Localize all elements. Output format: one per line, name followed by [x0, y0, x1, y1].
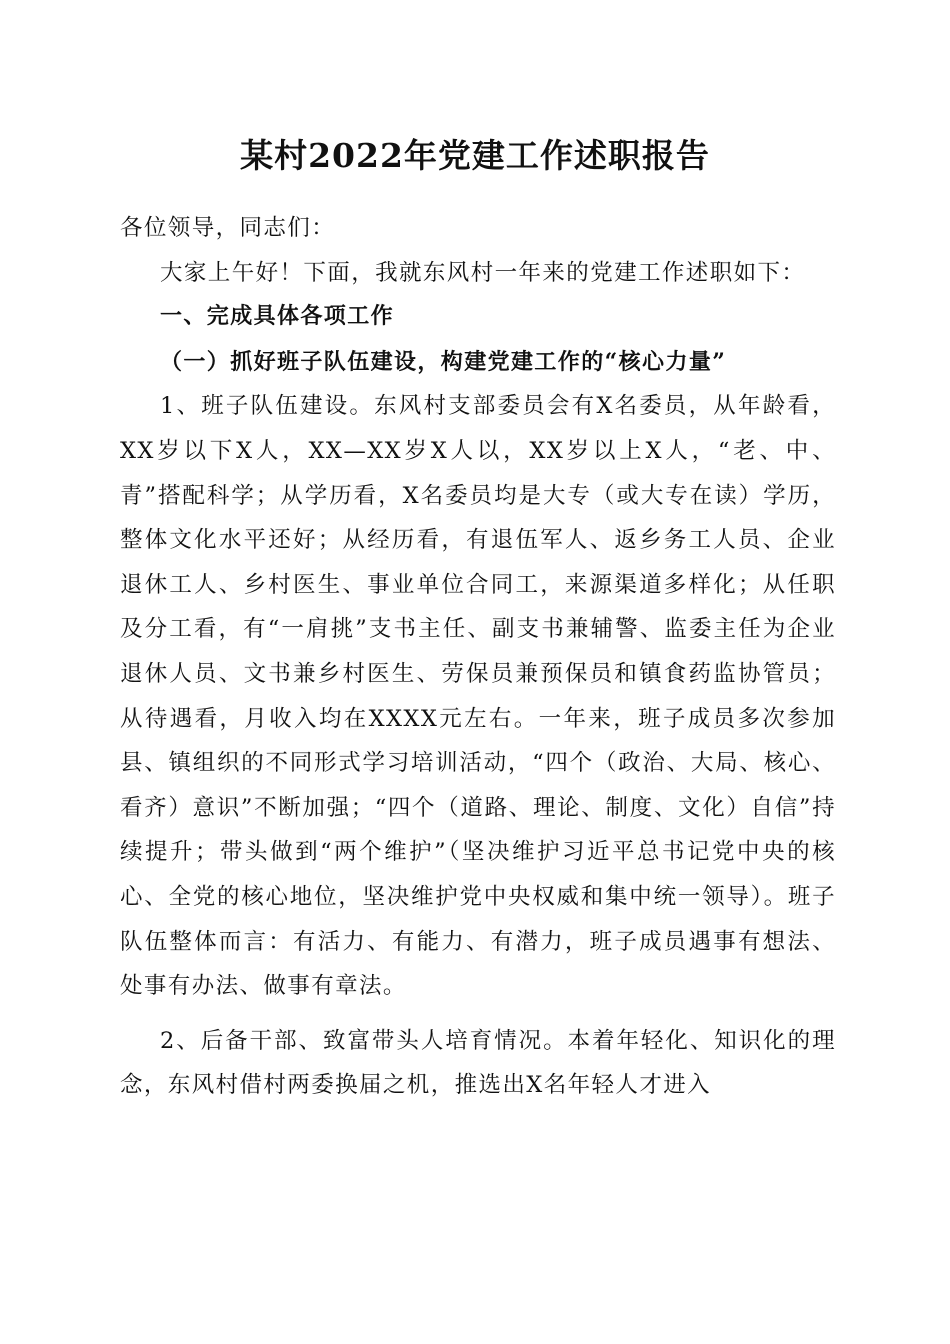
- section-heading-1: 一、完成具体各项工作: [160, 304, 395, 330]
- paragraph-1: 1、班子队伍建设。东风村支部委员会有X名委员，从年龄看，XX岁以下X人，XX—XX岁X人以，XX岁以上X人，“老、中、青”搭配科学；从学历看，X名委员均是大专（或大专在读）学历，整体文化水平还好；从经历看，有退伍军人、返乡务工人员、企业退休工人、乡村医生、事业单位合同工，来源渠道多样化；从任职及分工看，有“一肩挑”支书主任、副支书兼辅警、监委主任为企业退休人员、文书兼乡村医生、劳保员兼预保员和镇食药监协管员；从待遇看，月收入均在XXXX元左右。一年来，班子成员多次参加县、镇组织的不同形式学习培训活动，“四个（政治、大局、核心、看齐）意识”不断加强；“四个（道路、理论、制度、文化）自信”持续提升；带头做到“两个维护”（坚决维护习近平总书记党中央的核心、全党的核心地位，坚决维护党中央权威和集中统一领导）。班子队伍整体而言：有活力、有能力、有潜力，班子成员遇事有想法、处事有办法、做事有章法。: [120, 393, 836, 1000]
- salutation: 各位领导，同志们：: [120, 215, 336, 241]
- opening-paragraph: 大家上午好！下面，我就东风村一年来的党建工作述职如下：: [160, 259, 806, 286]
- document-body: [120, 206, 836, 1108]
- subsection-heading-1: （一）抓好班子队伍建设，构建党建工作的“核心力量”: [160, 348, 727, 375]
- paragraph-2: 2、后备干部、致富带头人培育情况。本着年轻化、知识化的理念，东风村借村两委换届之机，推选出X名年轻人才进入: [120, 1027, 836, 1099]
- document-title: 某村2022年党建工作述职报告: [240, 136, 710, 175]
